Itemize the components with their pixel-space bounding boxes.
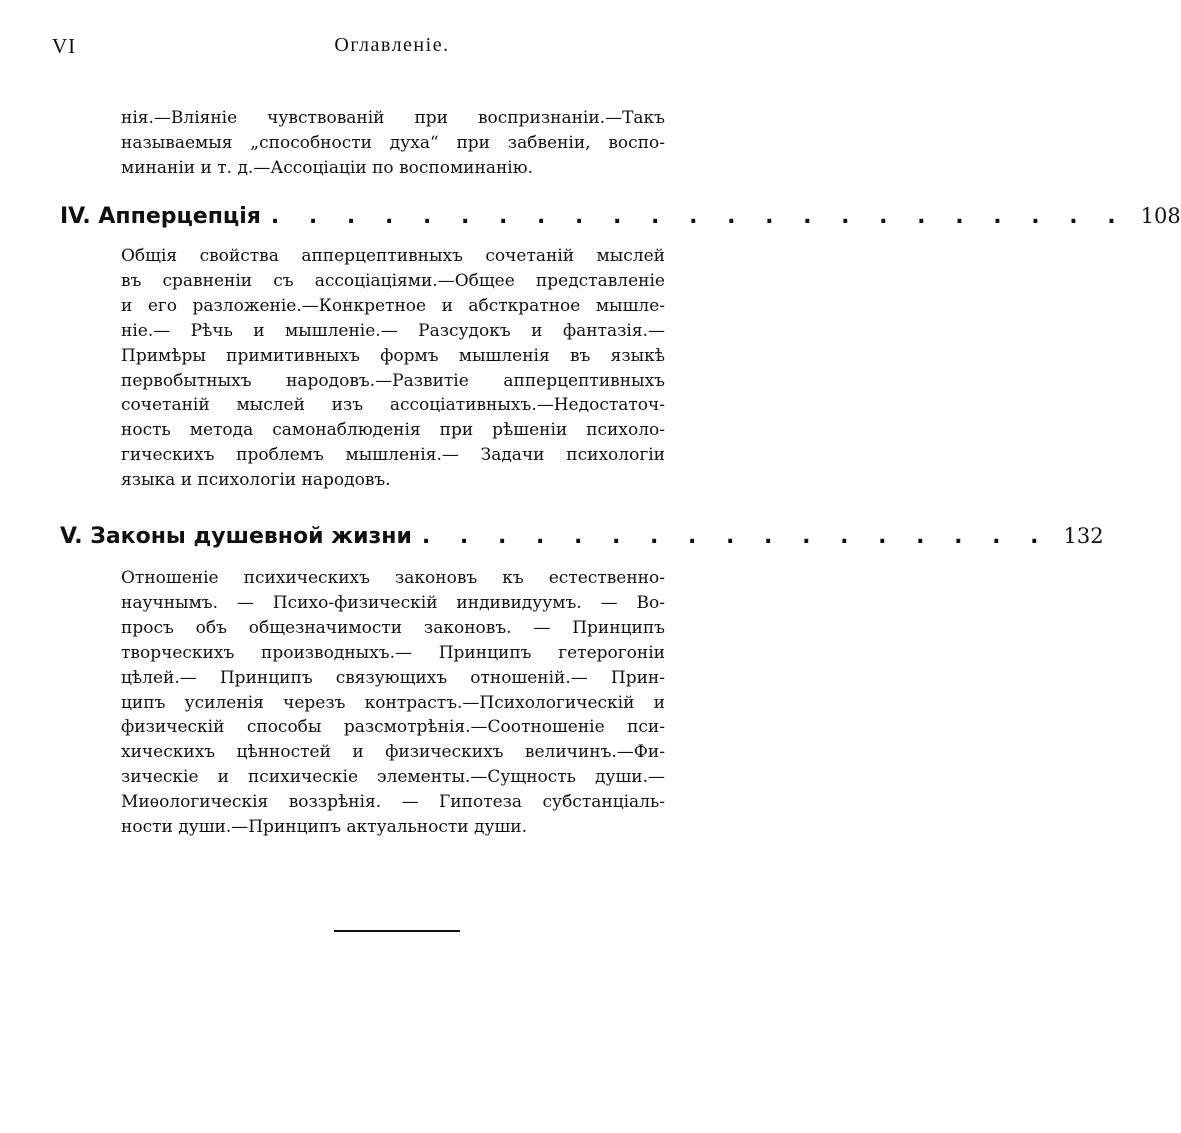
- continuation-paragraph: [121, 106, 665, 181]
- leader-dots: . . . . . . . . . . . . . . . . . . . . . . .: [270, 204, 1127, 229]
- chapter-heading-iv: [60, 204, 1181, 229]
- text-line: и его разложеніе.—Конкретное и абсткратное мышле-: [121, 295, 665, 316]
- chapter-summary-v: [121, 566, 665, 840]
- text-line: Отношеніе психическихъ законовъ къ естественно-: [121, 568, 665, 588]
- text-line: научнымъ. — Психо-физическій индивидуумъ. — Во-: [121, 592, 665, 613]
- chapter-heading-v: [60, 524, 1104, 549]
- text-line: минаніи и т. д.—Ассоціаціи по воспоминанію.: [121, 157, 533, 178]
- text-line: называемыя „способности духа“ при забвеніи, воспо-: [121, 132, 665, 153]
- text-line: ность метода самонаблюденія при рѣшеніи психоло-: [121, 420, 665, 441]
- chapter-page-number: 108: [1140, 204, 1181, 228]
- text-line: ципъ усиленія черезъ контрастъ.—Психологическій и: [121, 692, 665, 713]
- chapter-title: V. Законы душевной жизни: [60, 524, 412, 549]
- text-line: въ сравненіи съ ассоціаціями.—Общее представленіе: [121, 270, 665, 291]
- text-line: нія.—Вліяніе чувствованій при воспризнаніи.—Такъ: [121, 108, 665, 128]
- chapter-title: IV. Апперцепція: [60, 204, 261, 229]
- text-line: сочетаній мыслей изъ ассоціативныхъ.—Недостаточ-: [121, 395, 665, 416]
- text-line: цѣлей.— Принципъ связующихъ отношеній.— Прин-: [121, 667, 665, 688]
- text-line: Миѳологическія воззрѣнія. — Гипотеза субстанціаль-: [121, 792, 665, 813]
- text-line: первобытныхъ народовъ.—Развитіе апперцептивныхъ: [121, 370, 665, 391]
- text-line: ніе.— Рѣчь и мышленіе.— Разсудокъ и фантазія.—: [121, 320, 665, 341]
- page-number: VI: [52, 34, 77, 58]
- text-line: ности души.—Принципъ актуальности души.: [121, 817, 528, 838]
- leader-dots: . . . . . . . . . . . . . . . . .: [421, 524, 1050, 549]
- text-line: гическихъ проблемъ мышленія.— Задачи психологіи: [121, 445, 665, 466]
- chapter-page-number: 132: [1063, 524, 1104, 548]
- text-line: творческихъ производныхъ.— Принципъ гетерогоніи: [121, 642, 665, 663]
- text-line: Примѣры примитивныхъ формъ мышленія въ языкѣ: [121, 345, 665, 366]
- chapter-summary-iv: [121, 244, 665, 493]
- text-line: Общія свойства апперцептивныхъ сочетаній мыслей: [121, 246, 665, 266]
- text-line: языка и психологіи народовъ.: [121, 470, 391, 491]
- text-line: зическіе и психическіе элементы.—Сущность души.—: [121, 767, 665, 788]
- text-line: просъ объ общезначимости законовъ. — Принципъ: [121, 617, 665, 638]
- text-line: хическихъ цѣнностей и физическихъ величинъ.—Фи-: [121, 742, 665, 763]
- end-rule: [334, 930, 460, 932]
- running-head: Оглавленіе.: [334, 34, 450, 56]
- text-line: физическій способы разсмотрѣнія.—Соотношеніе пси-: [121, 717, 665, 738]
